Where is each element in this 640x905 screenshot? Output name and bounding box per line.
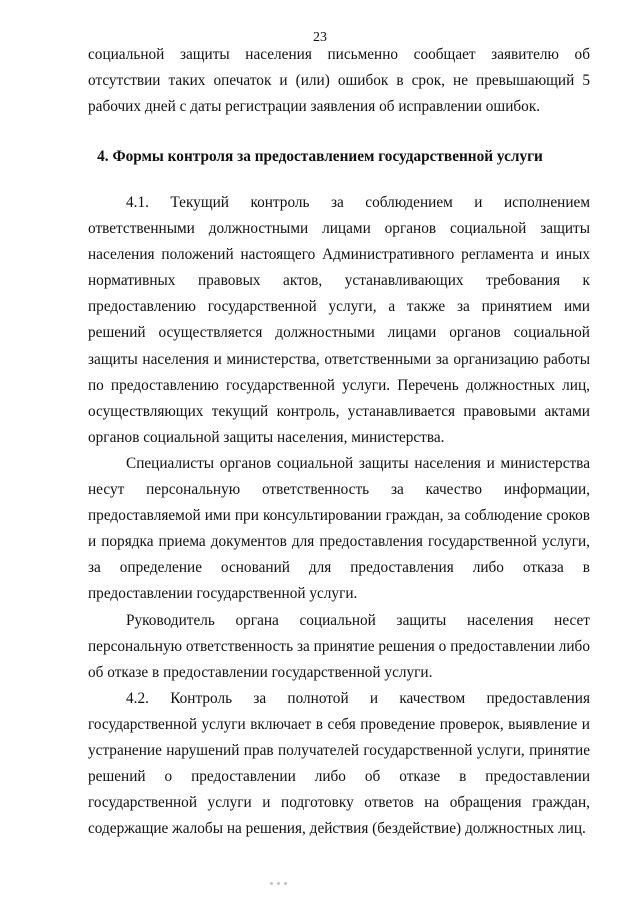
paragraph-head: Руководитель органа социальной защиты населения несет персональную ответственность за принятие решения о предоставлении либо об отказе в предоставлении государственной услуги.: [88, 611, 590, 681]
paragraph-specialists: Специалисты органов социальной защиты населения и министерства несут персональную ответственность за качество информации, предоставляемой ими при консультировании граждан, за соблюдение сроков и порядка приема документов для предоставления государственной услуги, за определение оснований для предоставления либо отказа в предоставлении государственной услуги.: [88, 454, 590, 603]
paragraph-4-1: 4.1. Текущий контроль за соблюдением и исполнением ответственными должностными лицами органов социальной защиты населения положений настоящего Административного регламента и иных нормативных правовых актов, устанавливающих требования к предоставлению государственной услуги, а также за принятием ими решений осуществляется должностными лицами органов социальной защиты населения и министерства, ответственными за организацию работы по предоставлению государственной услуги. Перечень должностных лиц, осуществляющих текущий контроль, устанавливается правовыми актами органов социальной защиты населения, министерства.: [88, 194, 590, 446]
scan-artifact: [270, 880, 300, 886]
scan-dot: [270, 882, 273, 885]
page-number: 23: [313, 30, 327, 45]
scan-dot: [284, 882, 287, 885]
section-body: [88, 190, 590, 842]
intro-paragraph: социальной защиты населения письменно сообщает заявителю об отсутствии таких опечаток и (или) ошибок в срок, не превышающий 5 рабочих дней с даты регистрации заявления об исправлении ошибок.: [88, 46, 590, 116]
scan-dot: [277, 882, 280, 885]
paragraph-4-2: 4.2. Контроль за полнотой и качеством предоставления государственной услуги включает в себя проведение проверок, выявление и устранение нарушений прав получателей государственной услуги, принятие решений о предоставлении либо об отказе в предоставлении государственной услуги и подготовку ответов на обращения граждан, содержащие жалобы на решения, действия (бездействие) должностных лиц.: [88, 689, 590, 838]
intro-paragraph-block: [88, 42, 590, 120]
section-heading: 4. Формы контроля за предоставлением государственной услуги: [97, 148, 543, 165]
